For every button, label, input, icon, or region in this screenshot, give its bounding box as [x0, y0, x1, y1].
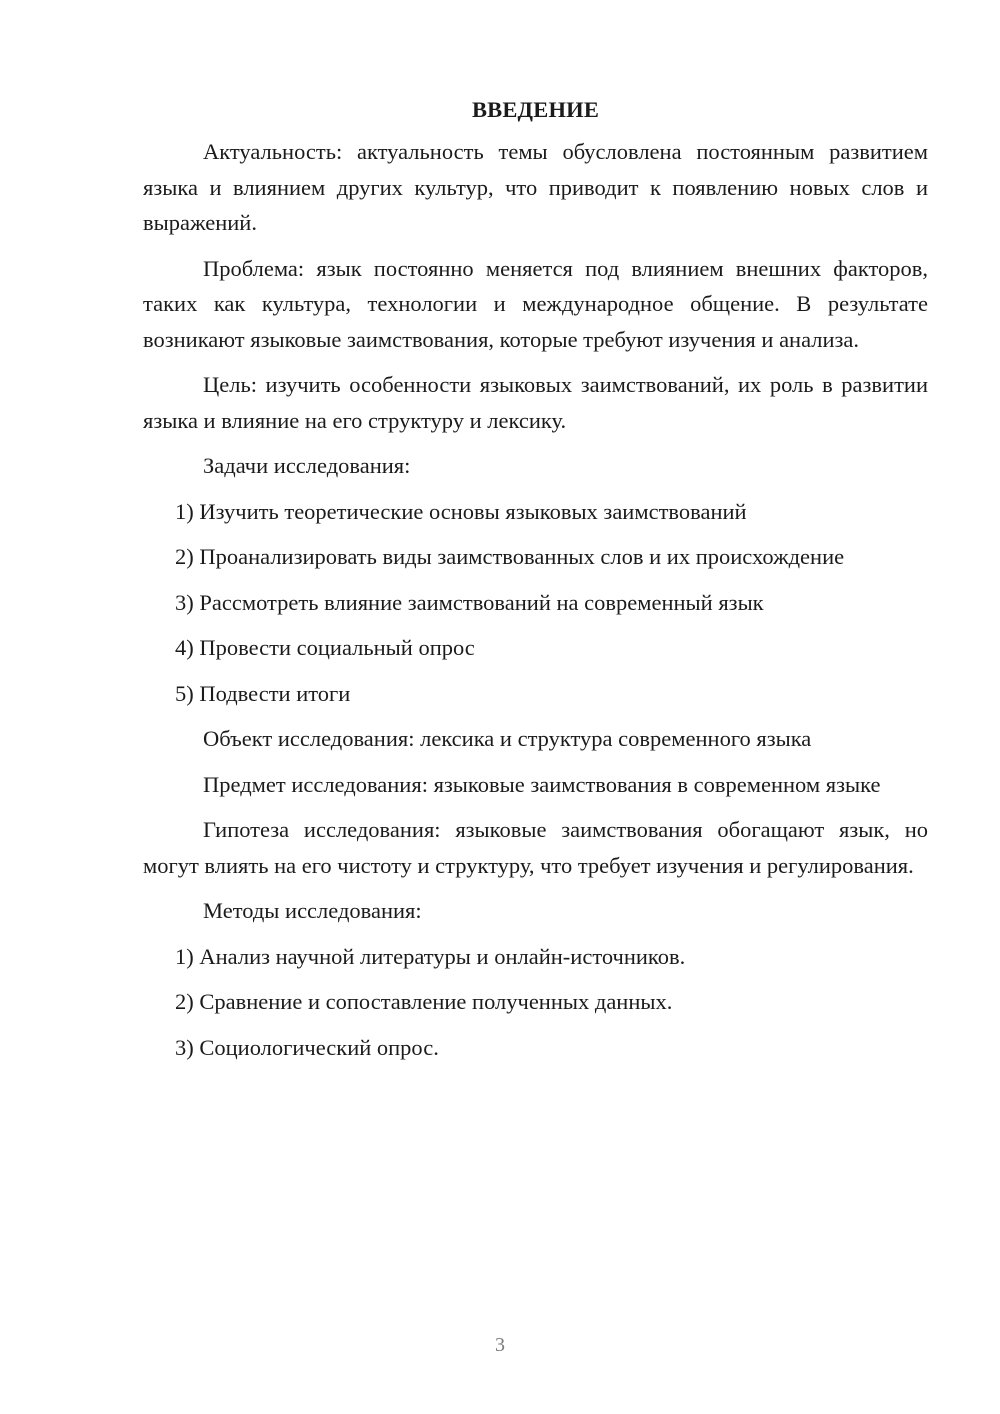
task-item: 2) Проанализировать виды заимствованных слов и их происхождение	[175, 544, 845, 569]
problem-paragraph: Проблема: язык постоянно меняется под влиянием внешних факторов, таких как культура, технологии и международное общение. В результате возникают языковые заимствования, которые требуют изучения и анализа.	[143, 255, 928, 352]
methods-list	[143, 939, 928, 1066]
hypothesis-paragraph: Гипотеза исследования: языковые заимствования обогащают язык, но могут влиять на его чистоту и структуру, что требует изучения и регулирования.	[143, 817, 928, 878]
tasks-heading: Задачи исследования:	[203, 453, 411, 478]
task-item: 3) Рассмотреть влияние заимствований на современный язык	[175, 589, 764, 615]
page-number: 3	[495, 1334, 505, 1356]
section-title: ВВЕДЕНИЕ	[471, 97, 600, 122]
document-body	[143, 96, 928, 1075]
task-item: 1) Изучить теоретические основы языковых заимствований	[175, 498, 747, 524]
object-paragraph: Объект исследования: лексика и структура современного языка	[203, 726, 812, 751]
method-item: 2) Сравнение и сопоставление полученных данных.	[175, 989, 673, 1014]
relevance-paragraph: Актуальность: актуальность темы обусловлена постоянным развитием языка и влиянием других культур, что приводит к появлению новых слов и выражений.	[143, 139, 928, 235]
methods-heading: Методы исследования:	[203, 898, 422, 923]
method-item: 1) Анализ научной литературы и онлайн-источников.	[175, 943, 686, 969]
task-item: 4) Провести социальный опрос	[175, 635, 475, 660]
method-item: 3) Социологический опрос.	[175, 1034, 439, 1060]
goal-paragraph: Цель: изучить особенности языковых заимствований, их роль в развитии языка и влияние на его структуру и лексику.	[143, 372, 928, 433]
tasks-list	[143, 494, 928, 712]
subject-paragraph: Предмет исследования: языковые заимствования в современном языке	[203, 771, 881, 797]
task-item: 5) Подвести итоги	[175, 680, 351, 706]
